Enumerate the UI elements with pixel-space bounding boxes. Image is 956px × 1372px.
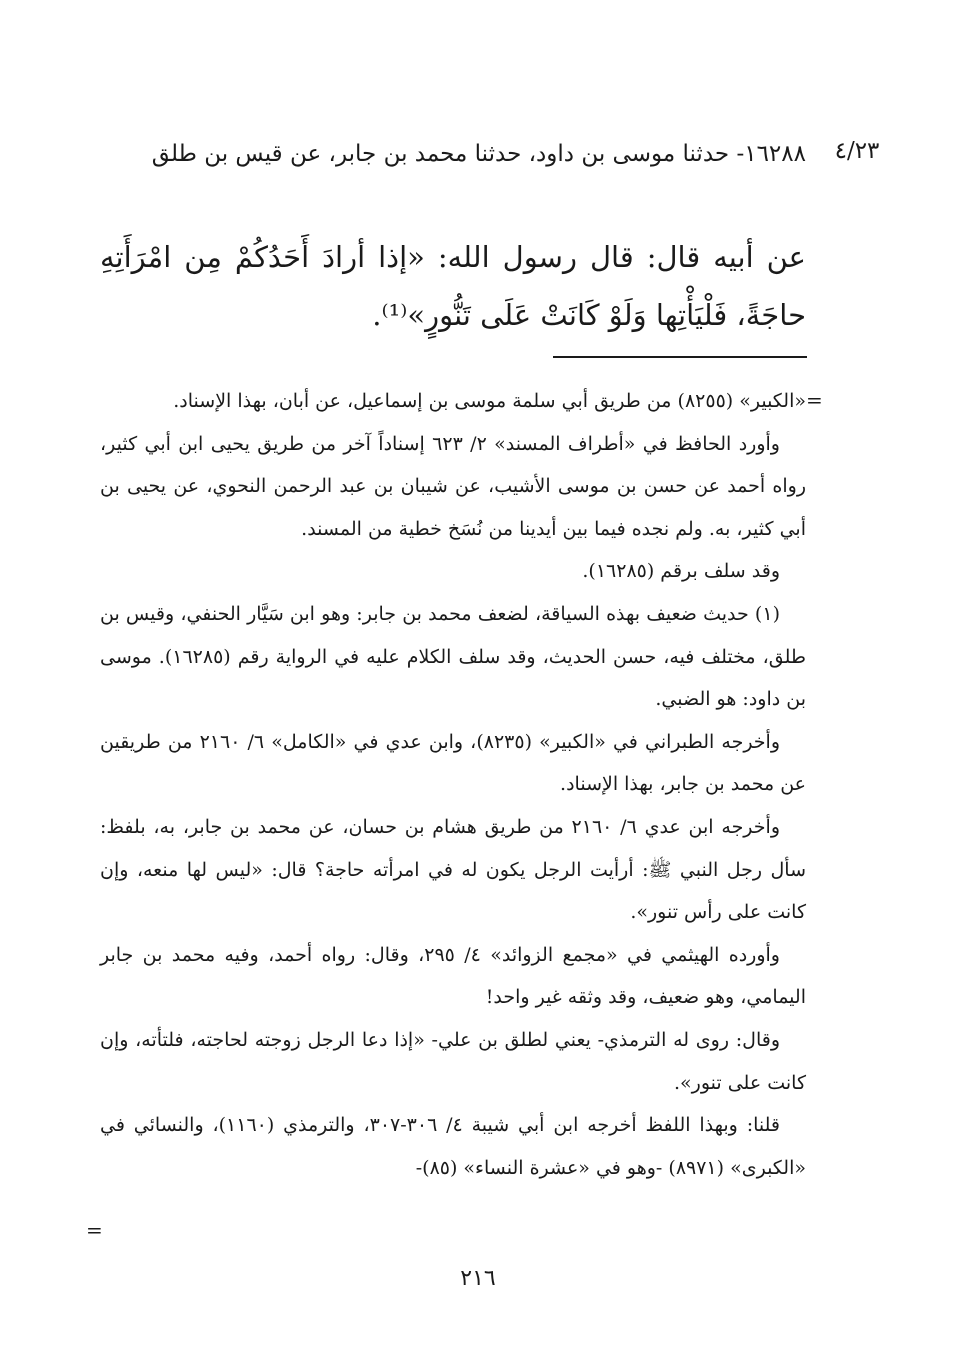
footnote-paragraph: وأخرجه ابن عدي ٦/ ٢١٦٠ من طريق هشام بن حسان، عن محمد بن جابر، به، بلفظ: سأل رجل النبي ﷺ: أرأيت الرجل يكون له في امرأته حاجة؟ قال: «ليس لها منعه، وإن كانت على رأس تنور». xyxy=(100,815,806,924)
footnote-paragraph: (١) حديث ضعيف بهذه السياقة، لضعف محمد بن جابر: وهو ابن سَيَّار الحنفي، وقيس بن طلق، مختلف فيه، حسن الحديث، وقد سلف الكلام عليه في الرواية رقم (١٦٢٨٥). موسى بن داود: هو الضبي. xyxy=(100,602,806,711)
footnote-paragraph: وأورد الحافظ في «أطراف المسند» ٢/ ٦٢٣ إسناداً آخر من طريق يحيى ابن أبي كثير، رواه أحمد عن حسن بن موسى الأشيب، عن شيبان بن عبد الرحمن النحوي، عن يحيى بن أبي كثير، به. ولم نجده فيما بين أيدينا من نُسَخ خطية من المسند. xyxy=(100,432,806,540)
footnote-paragraph: وقد سلف برقم (١٦٢٨٥). xyxy=(582,560,780,583)
hadith-matn: عن أبيه قال: قال رسول الله: «إذا أرادَ أَحَدُكُمْ مِن امْرَأَتِهِ حاجَةً، فَلْيَأْتِها وَلَوْ كَانَتْ عَلَى تَنُّورٍ»⁽¹⁾. xyxy=(100,240,806,332)
footnote-separator xyxy=(553,356,807,358)
footnote-paragraph: وأورده الهيثمي في «مجمع الزوائد» ٤/ ٢٩٥، وقال: رواه أحمد، وفيه محمد بن جابر اليمامي، وهو ضعيف، وقد وثقه غير واحد! xyxy=(100,943,806,1009)
hadith-isnad: ١٦٢٨٨- حدثنا موسى بن داود، حدثنا محمد بن جابر، عن قيس بن طلق xyxy=(151,141,806,167)
footnote-paragraph: قلنا: وبهذا اللفظ أخرجه ابن أبي شيبة ٤/ ٣٠٦-٣٠٧، والترمذي (١١٦٠)، والنسائي في «الكبرى» (٨٩٧١) -وهو في «عشرة النساء» (٨٥)- xyxy=(100,1114,806,1179)
volume-reference: ٤/٢٣ xyxy=(834,138,880,164)
footnote-paragraph: وقال: روى له الترمذي- يعني لطلق بن علي- «إذا دعا الرجل زوجته لحاجته، فلتأته، وإن كانت على تنور». xyxy=(100,1028,806,1094)
page-number: ٢١٦ xyxy=(460,1266,496,1291)
footnotes xyxy=(100,380,806,1189)
footnote-paragraph: وأخرجه الطبراني في «الكبير» (٨٢٣٥)، وابن عدي في «الكامل» ٦/ ٢١٦٠ من طريقين عن محمد بن جابر، بهذا الإسناد. xyxy=(100,730,806,796)
continuation-mark-end: = xyxy=(86,1218,103,1242)
continuation-mark-start: = xyxy=(806,388,823,412)
footnote-paragraph: «الكبير» (٨٢٥٥) من طريق أبي سلمة موسى بن إسماعيل، عن أبان، بهذا الإسناد. xyxy=(173,390,806,412)
